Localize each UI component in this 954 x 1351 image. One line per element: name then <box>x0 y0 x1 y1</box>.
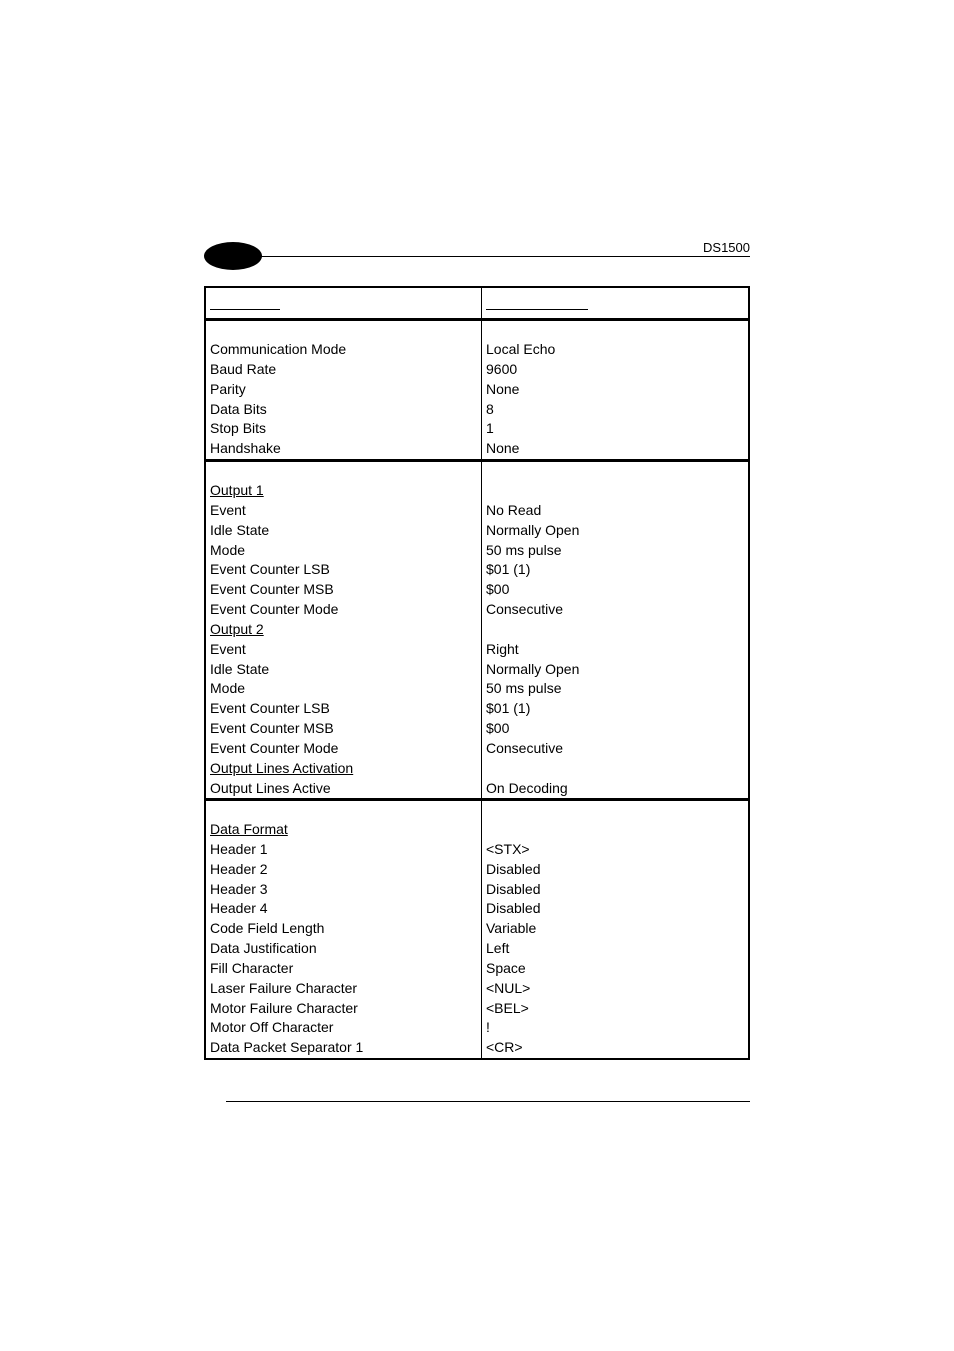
parameter-name: Laser Failure Character <box>210 979 358 996</box>
parameter-name: Motor Off Character <box>210 1019 334 1036</box>
table-row <box>206 719 748 739</box>
parameter-value: <CR> <box>486 1039 523 1056</box>
table-row <box>206 360 748 380</box>
serial-port-section <box>206 340 748 459</box>
table-subheading-row <box>206 620 748 640</box>
parameter-value: Disabled <box>486 900 541 917</box>
table-row <box>206 939 748 959</box>
table-row <box>206 560 748 580</box>
parameter-value: <BEL> <box>486 999 529 1016</box>
page-number-tab <box>204 242 262 270</box>
parameter-name: Event Counter Mode <box>210 601 339 618</box>
parameter-value: 9600 <box>486 360 518 377</box>
parameter-name: Motor Failure Character <box>210 999 358 1016</box>
header-rule <box>258 256 750 257</box>
parameter-value: <NUL> <box>486 979 531 996</box>
parameter-name: Stop Bits <box>210 420 267 437</box>
data-format-section <box>206 820 748 1058</box>
table-row <box>206 600 748 620</box>
parameter-value: Right <box>486 640 519 657</box>
table-row <box>206 521 748 541</box>
parameter-name: Data Justification <box>210 940 317 957</box>
parameter-name: Event Counter MSB <box>210 720 334 737</box>
parameter-value: 50 ms pulse <box>486 541 562 558</box>
table-row <box>206 340 748 360</box>
table-row <box>206 959 748 979</box>
parameter-value: Disabled <box>486 860 541 877</box>
parameter-value: <STX> <box>486 840 530 857</box>
parameter-value: Normally Open <box>486 521 580 538</box>
parameter-name: Output Lines Active <box>210 779 331 796</box>
parameter-name: Data Bits <box>210 400 267 417</box>
table-row <box>206 1038 748 1058</box>
outputs-section <box>206 481 748 799</box>
parameter-value: Consecutive <box>486 739 564 756</box>
table-row <box>206 919 748 939</box>
table-subheading-row <box>206 820 748 840</box>
parameter-name: Output 2 <box>210 620 264 637</box>
table-row <box>206 739 748 759</box>
table-row <box>206 1018 748 1038</box>
parameter-name: Header 3 <box>210 880 268 897</box>
parameter-value: $00 <box>486 581 510 598</box>
parameter-value: 50 ms pulse <box>486 680 562 697</box>
parameter-value: $01 (1) <box>486 700 531 717</box>
parameter-name: Communication Mode <box>210 341 347 357</box>
table-row <box>206 860 748 880</box>
parameter-value: Left <box>486 940 510 957</box>
parameter-value: 1 <box>486 420 494 437</box>
table-row <box>206 541 748 561</box>
parameter-value: $00 <box>486 720 510 737</box>
table-row <box>206 899 748 919</box>
table-row <box>206 419 748 439</box>
table-row <box>206 580 748 600</box>
parameter-name: Data Packet Separator 1 <box>210 1039 364 1056</box>
parameter-name: Header 2 <box>210 860 268 877</box>
parameter-value: Variable <box>486 920 537 937</box>
parameter-name: Fill Character <box>210 959 294 976</box>
table-row <box>206 380 748 400</box>
table-row <box>206 840 748 860</box>
parameter-name: Baud Rate <box>210 360 277 377</box>
header-title: DS1500 <box>703 240 750 255</box>
parameter-value: None <box>486 440 520 457</box>
parameter-name: Event Counter Mode <box>210 739 339 756</box>
parameter-column-header <box>210 309 280 310</box>
parameter-name: Idle State <box>210 521 270 538</box>
table-row <box>206 999 748 1019</box>
parameter-value: 8 <box>486 400 494 417</box>
parameter-name: Event Counter LSB <box>210 561 330 578</box>
parameter-value: $01 (1) <box>486 561 531 578</box>
table-row <box>206 979 748 999</box>
parameter-name: Mode <box>210 541 246 558</box>
parameter-table <box>204 286 750 1060</box>
header-separator <box>206 318 748 321</box>
table-row <box>206 880 748 900</box>
parameter-value: No Read <box>486 501 542 518</box>
parameter-name: Handshake <box>210 440 281 457</box>
parameter-value: Consecutive <box>486 601 564 618</box>
table-row <box>206 439 748 459</box>
table-row <box>206 779 748 799</box>
parameter-name: Code Field Length <box>210 920 325 937</box>
table-subheading-row <box>206 759 748 779</box>
value-column-header <box>486 309 588 310</box>
parameter-name: Event <box>210 501 246 518</box>
parameter-value: On Decoding <box>486 779 568 796</box>
table-row <box>206 640 748 660</box>
parameter-name: Mode <box>210 680 246 697</box>
footer-rule <box>226 1101 750 1102</box>
parameter-name: Header 1 <box>210 840 268 857</box>
parameter-value: Normally Open <box>486 660 580 677</box>
table-row <box>206 699 748 719</box>
table-row <box>206 400 748 420</box>
table-row <box>206 501 748 521</box>
parameter-value: Local Echo <box>486 341 556 357</box>
parameter-name: Event Counter MSB <box>210 581 334 598</box>
parameter-value: Disabled <box>486 880 541 897</box>
parameter-value: None <box>486 380 520 397</box>
table-row <box>206 679 748 699</box>
section-separator <box>206 459 748 462</box>
parameter-name: Event Counter LSB <box>210 700 330 717</box>
parameter-value: ! <box>486 1019 490 1036</box>
table-subheading-row <box>206 481 748 501</box>
parameter-name: Parity <box>210 380 246 397</box>
parameter-value: Space <box>486 959 526 976</box>
parameter-name: Idle State <box>210 660 270 677</box>
table-row <box>206 660 748 680</box>
parameter-name: Event <box>210 640 246 657</box>
parameter-name: Header 4 <box>210 900 268 917</box>
parameter-name: Output Lines Activation <box>210 759 354 776</box>
parameter-name: Data Format <box>210 821 288 837</box>
parameter-name: Output 1 <box>210 482 264 498</box>
